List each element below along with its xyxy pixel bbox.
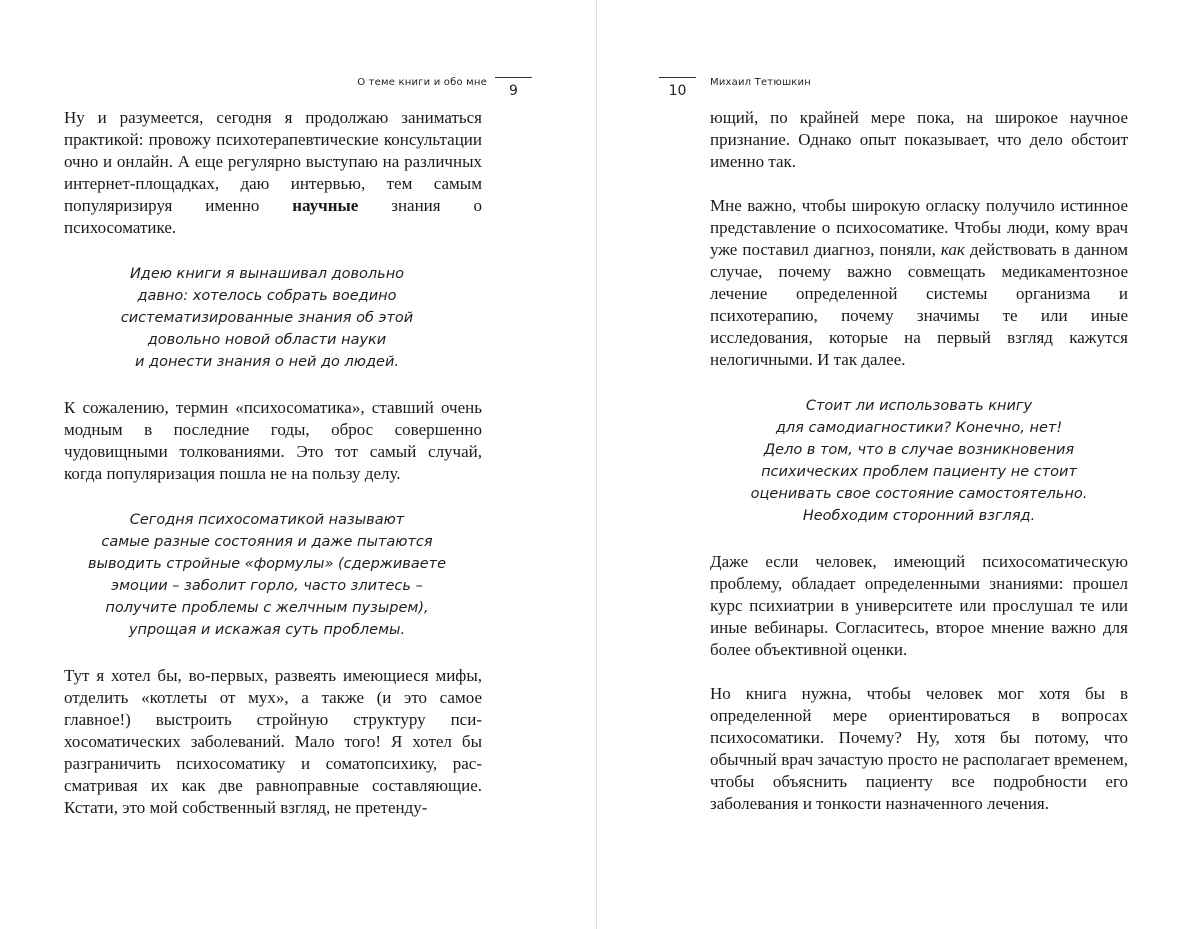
quote-line: упрощая и искажая суть проблемы. xyxy=(128,622,406,638)
paragraph-why-book: Но книга нужна, чтобы человек мог хотя бы в определенной мере ориентироваться в вопросах психосоматики. Почему? Ну, хотя бы потому, что обычный врач зачастую просто не располагает временем, чтобы объяснить пациенту все подробности его заболевания и тонкости назначенного лечения. xyxy=(710,684,1128,813)
quote-line: и донести знания о ней до людей. xyxy=(135,354,399,370)
pull-quote-formulas xyxy=(64,509,482,641)
page-number-right: 10 xyxy=(668,83,687,99)
paragraph-goals: Тут я хотел бы, во-первых, развеять имеющиеся мифы, отделить «котлеты от мух», а также (и это самое главное!) выстроить стройную структуру психосоматических заболеваний. Мало того! Я хотел бы разграничить психосоматику и соматопсихику, рассматривая их как две равноправные составляющие. Кстати, это мой собственный взгляд, не претенду- xyxy=(64,666,482,817)
page-number-left: 9 xyxy=(509,83,518,99)
paragraph-text: Мне важно, чтобы широкую огласку получило истинное представление о психосоматике. Чтобы люди, кому врач уже поставил диагноз, поняли, xyxy=(710,196,1128,259)
right-page xyxy=(597,0,1193,929)
paragraph-term-psychosomatics: К сожалению, термин «психосоматика», ставший очень модным в последние годы, оброс совершенно чудовищными толкованиями. Это тот самый случай, когда популяризация пошла не на пользу делу. xyxy=(64,398,482,483)
quote-line: довольно новой области науки xyxy=(147,332,387,348)
quote-line: Дело в том, что в случае возникновения xyxy=(763,442,1075,458)
quote-line: самые разные состояния и даже пытаются xyxy=(101,534,433,550)
paragraph-text: Ну и разумеется, сегодня я продолжаю заниматься практикой: провожу психотерапевтические консультации очно и онлайн. А еще регулярно выступаю на различных интернет-площадках, даю интервью, тем самым популяризируя именно xyxy=(64,108,482,215)
paragraph-text: действовать в данном случае, почему важно совмещать медикаментозное лечение определенной системы организма и психотерапию, почему значимы те или иные исследования, которые на первый взгляд кажутся нелогичными. И так далее. xyxy=(710,240,1129,369)
bold-word: научные xyxy=(292,196,359,215)
paragraph-practice xyxy=(64,107,482,239)
paragraph-important xyxy=(710,195,1128,371)
quote-line: получите проблемы с желчным пузырем), xyxy=(105,600,429,616)
paragraph-text: знания о психосоматике. xyxy=(64,196,482,237)
quote-line: систематизированные знания об этой xyxy=(120,310,414,326)
pull-quote-self-diagnosis xyxy=(710,395,1128,527)
quote-line: Сегодня психосоматикой называют xyxy=(129,512,405,528)
right-text-block xyxy=(710,107,1128,815)
folio-rule-right xyxy=(659,77,696,78)
quote-line: оценивать свое состояние самостоятельно. xyxy=(750,486,1088,502)
folio-rule-left xyxy=(495,77,532,78)
quote-line: эмоции – заболит горло, часто злитесь – xyxy=(111,578,423,594)
quote-line: для самодиагностики? Конечно, нет! xyxy=(775,420,1063,436)
running-head-left: О теме книги и обо мне xyxy=(357,77,487,88)
left-page xyxy=(0,0,596,929)
quote-line: выводить стройные «формулы» (сдерживаете xyxy=(87,556,447,572)
running-head-right: Михаил Тетюшкин xyxy=(710,77,811,88)
pull-quote-book-idea xyxy=(64,263,482,373)
quote-line: Стоит ли использовать книгу xyxy=(805,398,1033,414)
paragraph-second-opinion: Даже если человек, имеющий психосоматическую проблему, обладает определенными знаниями: прошел курс психиатрии в университете или прослушал те или иные вебинары. Согласитесь, второе мнение важно для более объективной оценки. xyxy=(710,552,1128,659)
quote-line: давно: хотелось собрать воедино xyxy=(137,288,397,304)
quote-line: психических проблем пациенту не стоит xyxy=(761,464,1077,480)
quote-line: Идею книги я вынашивал довольно xyxy=(129,266,405,282)
italic-word: как xyxy=(940,240,965,259)
left-text-block xyxy=(64,107,482,819)
quote-line: Необходим сторонний взгляд. xyxy=(802,508,1036,524)
paragraph-continuation: ющий, по крайней мере пока, на широкое научное признание. Однако опыт показывает, что дело обстоит именно так. xyxy=(710,108,1128,171)
